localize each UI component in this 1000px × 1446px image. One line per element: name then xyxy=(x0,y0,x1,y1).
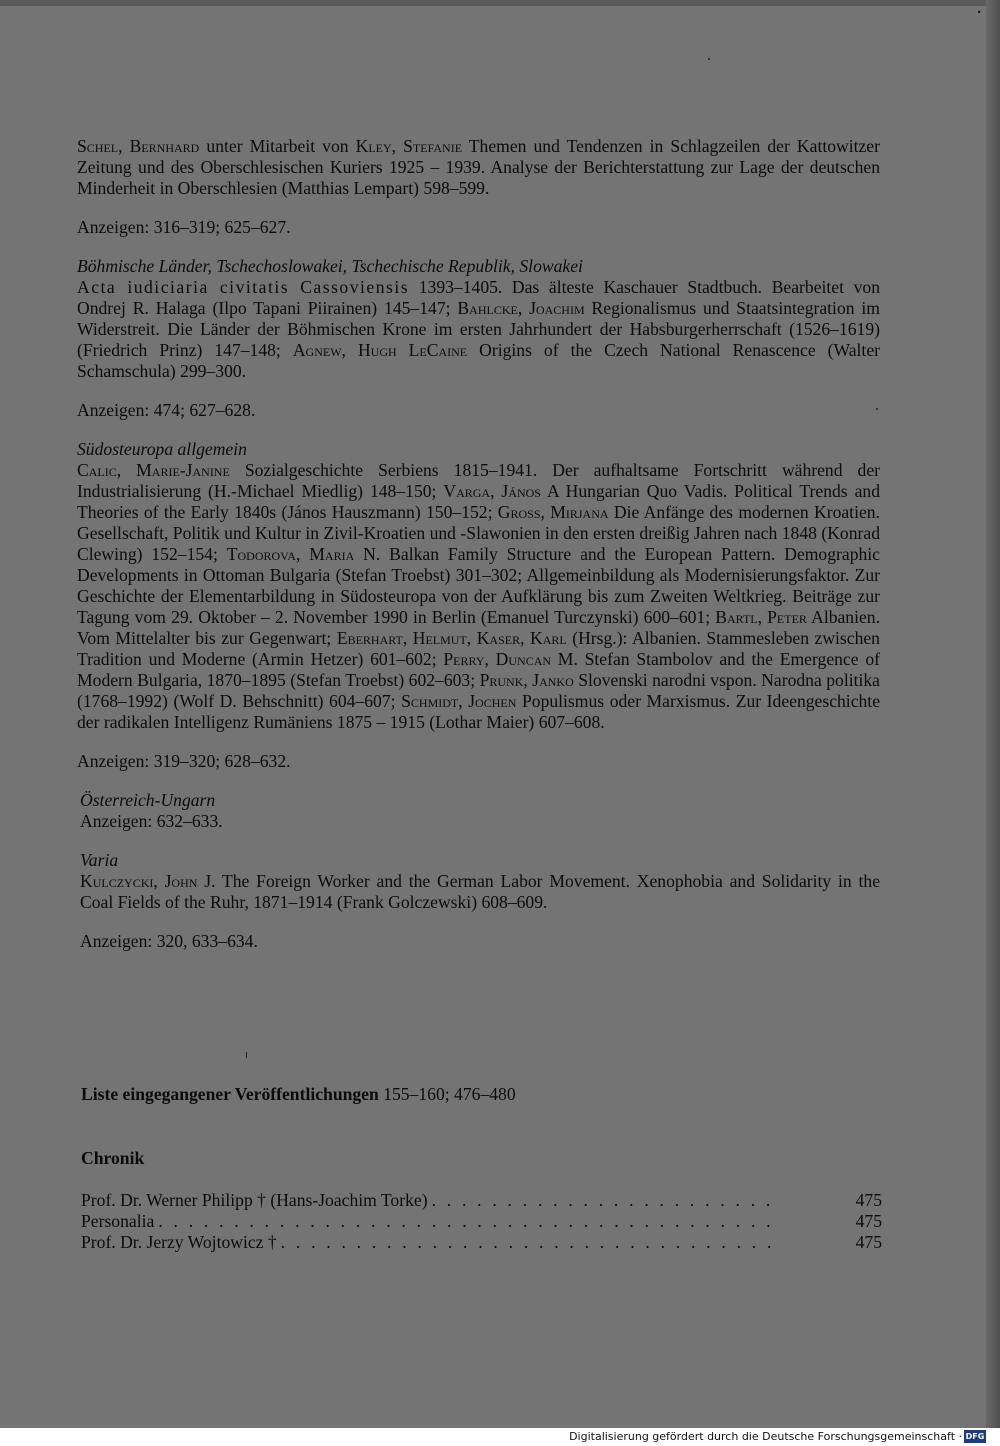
toc-leader-dots xyxy=(432,1190,782,1211)
entry-text: 1393–1405. Das älteste Kaschauer Stadtbuch. Bearbeitet von Ondrej R. Halaga (Ilpo Tapani Piirainen) 145–147; xyxy=(77,277,880,318)
entry-text: Populismus oder Marxismus. Zur Ideengeschichte der radikalen Intelligenz Rumäniens 1875 – 1915 (Lothar Maier) 607–608. xyxy=(77,691,880,732)
toc-row xyxy=(81,1211,882,1232)
entry-sudosteuropa xyxy=(77,460,880,733)
ads-line: Anzeigen: 319–320; 628–632. xyxy=(77,751,291,771)
liste-eingegangener xyxy=(81,1084,516,1105)
author-name: Varga, János xyxy=(443,481,541,501)
entry-text: Origins of the Czech National Renascence (Walter Schamschula) 299–300. xyxy=(77,340,880,381)
toc-leader-dots xyxy=(158,1211,782,1232)
author-name: Kulczycki, John xyxy=(80,871,198,891)
toc-row xyxy=(81,1190,882,1211)
entry-text: J. The Foreign Worker and the German Labor Movement. Xenophobia and Solidarity in the Coal Fields of the Ruhr, 1871–1914 (Frank Golczewski) 608–609. xyxy=(80,871,881,912)
dfg-logo-icon: DFG xyxy=(965,1432,985,1441)
author-name: Kley, Stefanie xyxy=(355,136,463,156)
toc-leader-dots xyxy=(281,1232,782,1253)
author-name: Prunk, Janko xyxy=(479,670,574,690)
ads-line: Anzeigen: 316–319; 625–627. xyxy=(77,217,291,237)
entry-text: M. Stefan Stambolov and the Emergence of Modern Bulgaria, 1870–1895 (Stefan Troebst) 602–603; xyxy=(77,649,880,690)
entry-text: Balkan Family Structure and the European Pattern. Demographic Developments in Ottoman Bulgaria (Stefan Troebst) 301–302; Allgemeinbildung als Modernisierungsfaktor. Zur Geschichte der Elementarbildung in Südosteuropa von der Aufklärung bis zum Zweiten Weltkrieg. Beiträge zur Tagung vom 29. Oktober – 2. November 1990 in Berlin (Emanuel Turczynski) 600–601; xyxy=(77,544,880,627)
toc-label: Prof. Dr. Werner Philipp † (Hans-Joachim Torke) xyxy=(81,1190,428,1210)
author-name: Perry, Duncan xyxy=(443,649,552,669)
scan-speck xyxy=(708,58,710,60)
toc-row xyxy=(81,1232,882,1253)
entry-text: Sozialgeschichte Serbiens 1815–1941. Der aufhaltsame Fortschritt während der Industrialisierung (H.-Michael Miedlig) 148–150; xyxy=(77,460,880,501)
ads-line: Anzeigen: 474; 627–628. xyxy=(77,400,256,420)
section-heading-osterreich: Österreich-Ungarn xyxy=(80,790,216,810)
author-name: Agnew, Hugh LeCaine xyxy=(292,340,468,360)
entry-schel xyxy=(77,136,880,199)
toc-label: Personalia xyxy=(81,1211,155,1231)
liste-pages: 155–160; 476–480 xyxy=(383,1084,516,1104)
chronik-heading: Chronik xyxy=(81,1148,145,1168)
entry-text: A Hungarian Quo Vadis. Political Trends and Theories of the Early 1840s (János Hauszmann) 150–152; xyxy=(77,481,880,522)
entry-text: (Hrsg.): Albanien. Stammesleben zwischen Tradition und Moderne (Armin Hetzer) 601–602; xyxy=(77,628,880,669)
author-name: Calic, Marie-Janine xyxy=(77,460,230,480)
document-body xyxy=(77,136,880,970)
entry-text: Themen und Tendenzen in Schlagzeilen der Kattowitzer Zeitung und des Oberschlesischen Kuriers 1925 – 1939. Analyse der Berichterstattung zur Lage der deutschen Minderheit in Oberschlesien (Matthias Lempart) 598–599. xyxy=(77,136,880,198)
corner-mark: · xyxy=(976,2,982,23)
entry-text: Regionalismus und Staatsintegration im Widerstreit. Die Länder der Böhmischen Krone im ersten Jahrhundert der Habsburgerherrschaft (1526–1619) (Friedrich Prinz) 147–148; xyxy=(77,298,880,360)
entry-title-spaced: Acta iudiciaria civitatis Cassoviensis xyxy=(77,277,410,297)
section-heading-bohmen: Böhmische Länder, Tschechoslowakei, Tschechische Republik, Slowakei xyxy=(77,256,583,276)
scan-top-edge xyxy=(0,0,1000,6)
author-name: Gross, Mirjana xyxy=(497,502,609,522)
author-name: Schmidt, Jochen xyxy=(401,691,517,711)
author-name: Eberhart, Helmut, Kaser, Karl xyxy=(336,628,567,648)
toc-label: Prof. Dr. Jerzy Wojtowicz † xyxy=(81,1232,277,1252)
toc-page: 475 xyxy=(855,1211,882,1231)
entry-text: unter Mitarbeit von xyxy=(206,136,349,156)
entry-text: Albanien. Vom Mittelalter bis zur Gegenwart; xyxy=(77,607,880,648)
chronik-toc xyxy=(81,1190,882,1253)
author-name: Schel, Bernhard xyxy=(77,136,200,156)
toc-page: 475 xyxy=(855,1190,882,1210)
ads-line: Anzeigen: 320, 633–634. xyxy=(80,931,258,951)
author-name: Todorova, Maria N. xyxy=(226,544,381,564)
liste-label: Liste eingegangener Veröffentlichungen xyxy=(81,1084,379,1104)
section-heading-sudosteuropa: Südosteuropa allgemein xyxy=(77,439,247,459)
author-name: Bahlcke, Joachim xyxy=(457,298,585,318)
author-name: Bartl, Peter xyxy=(715,607,807,627)
entry-bohmen xyxy=(77,277,880,382)
entry-text: Die Anfänge des modernen Kroatien. Gesellschaft, Politik und Kultur in Zivil-Kroatien und -Slawonien in den ersten dreißig Jahren nach 1848 (Konrad Clewing) 152–154; xyxy=(77,502,880,564)
section-heading-varia: Varia xyxy=(80,850,119,870)
ads-line: Anzeigen: 632–633. xyxy=(80,811,223,831)
toc-page: 475 xyxy=(855,1232,882,1252)
entry-text: Slovenski narodni vspon. Narodna politika (1768–1992) (Wolf D. Behschnitt) 604–607; xyxy=(77,670,880,711)
entry-varia xyxy=(80,871,880,913)
scan-speck xyxy=(246,1052,247,1058)
footer-credit: Digitalisierung gefördert durch die Deutsche Forschungsgemeinschaft · xyxy=(569,1430,962,1443)
section-osterreich xyxy=(77,790,880,952)
scan-right-edge xyxy=(986,0,1000,1446)
